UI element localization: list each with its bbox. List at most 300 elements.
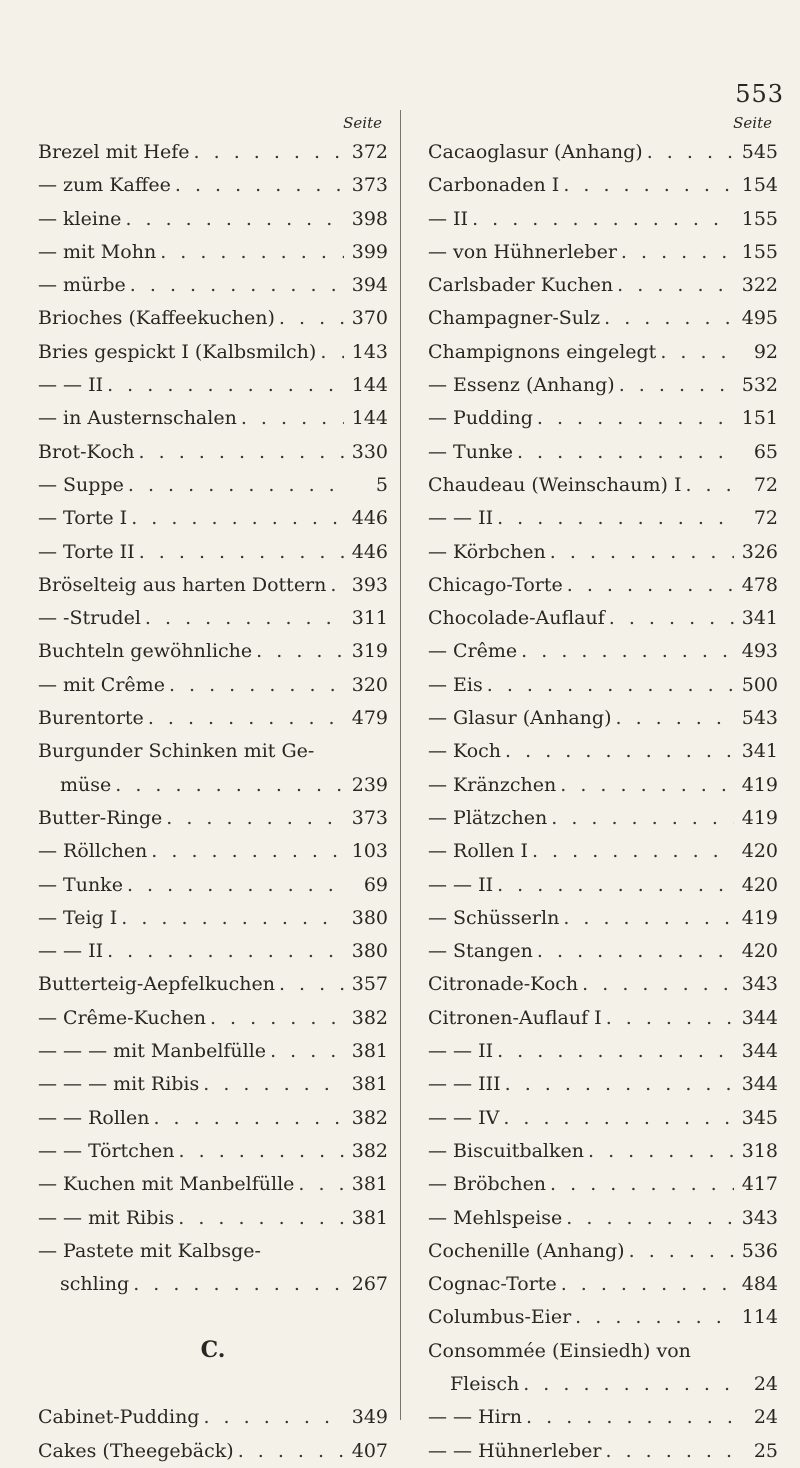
entry-page: 420	[741, 873, 778, 896]
index-entry-wrapped	[428, 1335, 778, 1402]
entry-page: 420	[741, 940, 778, 963]
index-entry	[428, 536, 778, 569]
entry-label: Champagner-Sulz	[428, 307, 601, 330]
index-entry	[38, 236, 388, 269]
index-entry	[38, 669, 388, 702]
index-entry	[38, 1068, 388, 1101]
entry-label-line1: Consommée (Einsiedh) von	[428, 1339, 691, 1362]
entry-page: 417	[741, 1173, 778, 1196]
index-entry	[38, 436, 388, 469]
dot-leader	[131, 502, 344, 535]
entry-page: 341	[741, 740, 778, 763]
entry-page: 493	[741, 640, 778, 663]
index-entry	[38, 1102, 388, 1135]
entry-label-line1: — Pastete mit Kalbsge-	[38, 1239, 261, 1262]
entry-label: — Teig I	[38, 906, 118, 929]
entry-label: Cakes (Theegebäck)	[38, 1439, 234, 1462]
entry-label: — — — mit Manbelfülle	[38, 1040, 267, 1063]
dot-leader	[629, 1235, 734, 1268]
entry-label: Cognac-Torte	[428, 1273, 557, 1296]
entry-page: 394	[351, 274, 388, 297]
index-entry	[38, 869, 388, 902]
entry-page: 446	[351, 540, 388, 563]
entry-label: — Torte I	[38, 507, 128, 530]
entry-label: — Crême	[428, 640, 518, 663]
index-entry	[38, 336, 388, 369]
dot-leader	[127, 869, 344, 902]
entry-label: — Tunke	[38, 873, 123, 896]
entry-page: 344	[741, 1006, 778, 1029]
dot-leader	[619, 369, 734, 402]
dot-leader	[115, 769, 344, 802]
entry-page: 349	[351, 1406, 388, 1429]
entry-label: — Pudding	[428, 407, 533, 430]
entry-label: Buchteln gewöhnliche	[38, 640, 253, 663]
entry-page: 151	[741, 407, 778, 430]
index-entry	[38, 902, 388, 935]
index-entry	[428, 902, 778, 935]
entry-page: 65	[753, 440, 778, 463]
index-entry	[428, 669, 778, 702]
dot-leader	[615, 702, 734, 735]
dot-leader	[153, 1102, 344, 1135]
column-header-seite: Seite	[343, 114, 382, 132]
entry-page: 536	[741, 1239, 778, 1262]
dot-leader	[175, 169, 344, 202]
index-group	[428, 1401, 778, 1468]
index-entry	[38, 635, 388, 668]
dot-leader	[551, 802, 734, 835]
entry-label: — Kuchen mit Manbelfülle	[38, 1173, 295, 1196]
column-header-seite: Seite	[733, 114, 772, 132]
entry-page: 5	[375, 473, 388, 496]
dot-leader	[532, 835, 734, 868]
entry-page: 373	[351, 174, 388, 197]
index-entry	[428, 1235, 778, 1268]
dot-leader	[298, 1168, 344, 1201]
dot-leader	[503, 1102, 734, 1135]
index-entry	[428, 802, 778, 835]
index-entry	[38, 1002, 388, 1035]
dot-leader	[497, 869, 734, 902]
entry-page: 381	[351, 1073, 388, 1096]
entry-label: Cochenille (Anhang)	[428, 1239, 625, 1262]
index-entry	[428, 502, 778, 535]
entry-page: 326	[741, 540, 778, 563]
entry-label: — II	[428, 207, 469, 230]
index-group	[38, 136, 388, 735]
dot-leader	[121, 902, 344, 935]
entry-label: — Schüsserln	[428, 906, 560, 929]
index-column-right	[428, 110, 778, 1468]
dot-leader	[320, 336, 344, 369]
entry-label: Carbonaden I	[428, 174, 560, 197]
index-entry	[428, 169, 778, 202]
dot-leader	[563, 902, 734, 935]
index-entry	[38, 935, 388, 968]
entry-label: — — IV	[428, 1106, 500, 1129]
dot-leader	[145, 602, 344, 635]
index-column-left	[38, 110, 388, 1468]
entry-label: müse	[60, 773, 112, 796]
dot-leader	[606, 1435, 735, 1468]
dot-leader	[537, 935, 734, 968]
entry-page: 382	[351, 1106, 388, 1129]
entry-label: — Koch	[428, 740, 502, 763]
index-entry	[38, 502, 388, 535]
dot-leader	[203, 1401, 344, 1434]
entry-page: 419	[741, 906, 778, 929]
entry-label: Citronade-Koch	[428, 973, 579, 996]
index-entry	[38, 536, 388, 569]
dot-leader	[133, 1268, 344, 1301]
entry-label: Butterteig-Aepfelkuchen	[38, 973, 275, 996]
index-entry	[428, 1002, 778, 1035]
entry-page: 144	[351, 407, 388, 430]
index-entry	[428, 835, 778, 868]
entry-page: 419	[741, 773, 778, 796]
entry-page: 25	[753, 1439, 778, 1462]
index-entry	[428, 569, 778, 602]
index-entry	[428, 436, 778, 469]
entry-label: Chicago-Torte	[428, 573, 563, 596]
entry-label: — — II	[428, 873, 494, 896]
index-entry	[38, 602, 388, 635]
entry-label: — — — mit Ribis	[38, 1073, 200, 1096]
entry-label: — zum Kaffee	[38, 174, 171, 197]
dot-leader	[563, 169, 734, 202]
entry-label: — — Rollen	[38, 1106, 150, 1129]
entry-page: 341	[741, 607, 778, 630]
index-entry	[428, 269, 778, 302]
entry-label: — Glasur (Anhang)	[428, 707, 612, 730]
dot-leader	[107, 369, 344, 402]
dot-leader	[497, 1035, 734, 1068]
entry-page: 155	[741, 240, 778, 263]
index-entry	[428, 1435, 778, 1468]
index-entry	[428, 1068, 778, 1101]
index-entry-wrapped	[38, 735, 388, 802]
dot-leader	[210, 1002, 344, 1035]
entry-label: Bröselteig aus harten Dottern	[38, 573, 327, 596]
dot-leader	[617, 269, 734, 302]
entry-page: 500	[741, 673, 778, 696]
dot-leader	[575, 1301, 734, 1334]
index-entry	[38, 269, 388, 302]
entry-label: Bries gespickt I (Kalbsmilch)	[38, 340, 317, 363]
index-entry	[38, 802, 388, 835]
entry-page: 322	[741, 274, 778, 297]
dot-leader	[561, 1268, 734, 1301]
dot-leader	[128, 469, 344, 502]
entry-page: 343	[741, 973, 778, 996]
entry-label: — Mehlspeise	[428, 1206, 563, 1229]
entry-page: 446	[351, 507, 388, 530]
entry-label: Cabinet-Pudding	[38, 1406, 200, 1429]
index-entry	[428, 602, 778, 635]
dot-leader	[660, 336, 734, 369]
dot-leader	[107, 935, 344, 968]
index-entry	[38, 1202, 388, 1235]
index-entry-wrapped	[38, 1235, 388, 1302]
index-entry	[428, 1035, 778, 1068]
entry-label: — Tunke	[428, 440, 513, 463]
entry-label: — Crême-Kuchen	[38, 1006, 206, 1029]
index-entry	[428, 236, 778, 269]
dot-leader	[537, 402, 734, 435]
index-entry	[38, 769, 388, 802]
entry-page: 345	[741, 1106, 778, 1129]
index-entry	[38, 169, 388, 202]
entry-label: Brot-Koch	[38, 440, 135, 463]
entry-label: — — III	[428, 1073, 501, 1096]
entry-label: — mürbe	[38, 274, 126, 297]
entry-label: — — Hühnerleber	[428, 1439, 602, 1462]
dot-leader	[203, 1068, 344, 1101]
dot-leader	[139, 536, 344, 569]
index-entry	[428, 735, 778, 768]
entry-page: 72	[753, 507, 778, 530]
entry-page: 343	[741, 1206, 778, 1229]
dot-leader	[270, 1035, 344, 1068]
index-entry	[428, 1135, 778, 1168]
dot-leader	[472, 203, 734, 236]
dot-leader	[609, 602, 734, 635]
dot-leader	[505, 1068, 734, 1101]
entry-page: 484	[741, 1273, 778, 1296]
entry-page: 330	[351, 440, 388, 463]
dot-leader	[166, 802, 344, 835]
dot-leader	[550, 536, 734, 569]
entry-page: 154	[741, 174, 778, 197]
index-group	[38, 1401, 388, 1468]
index-entry	[428, 702, 778, 735]
index-entry	[428, 769, 778, 802]
index-entry	[428, 402, 778, 435]
index-entry	[428, 369, 778, 402]
dot-leader	[130, 269, 344, 302]
index-entry	[38, 968, 388, 1001]
entry-page: 543	[741, 707, 778, 730]
entry-page: 478	[741, 573, 778, 596]
index-entry	[38, 702, 388, 735]
dot-leader	[330, 569, 344, 602]
dot-leader	[526, 1401, 734, 1434]
index-group	[38, 802, 388, 1235]
dot-leader	[550, 1168, 734, 1201]
entry-label: — -Strudel	[38, 607, 141, 630]
entry-page: 495	[741, 307, 778, 330]
dot-leader	[517, 436, 734, 469]
dot-leader	[560, 769, 734, 802]
entry-label: — — II	[428, 507, 494, 530]
dot-leader	[604, 302, 734, 335]
index-entry	[428, 1168, 778, 1201]
index-entry	[428, 869, 778, 902]
entry-label: — — II	[38, 374, 104, 397]
index-entry	[38, 1435, 388, 1468]
entry-label: — mit Mohn	[38, 240, 157, 263]
entry-page: 103	[351, 840, 388, 863]
index-group	[428, 136, 778, 1335]
entry-label: Champignons eingelegt	[428, 340, 657, 363]
index-entry	[38, 369, 388, 402]
dot-leader	[588, 1135, 734, 1168]
entry-page: 420	[741, 840, 778, 863]
entry-page: 239	[351, 773, 388, 796]
entry-label: — Torte II	[38, 540, 135, 563]
entry-page: 382	[351, 1139, 388, 1162]
index-entry	[38, 835, 388, 868]
entry-label: — — II	[38, 940, 104, 963]
entry-page: 155	[741, 207, 778, 230]
index-entry	[428, 1202, 778, 1235]
dot-leader	[256, 635, 344, 668]
index-entry	[428, 203, 778, 236]
entry-label: Chaudeau (Weinschaum) I	[428, 473, 682, 496]
entry-label: — in Austernschalen	[38, 407, 237, 430]
index-entry	[38, 1401, 388, 1434]
index-entry	[38, 136, 388, 169]
index-entry	[38, 1135, 388, 1168]
entry-page: 267	[351, 1273, 388, 1296]
entry-page: 399	[351, 240, 388, 263]
entry-page: 69	[363, 873, 388, 896]
entry-page: 382	[351, 1006, 388, 1029]
dot-leader	[487, 669, 734, 702]
dot-leader	[685, 469, 734, 502]
entry-label: Citronen-Auflauf I	[428, 1006, 602, 1029]
column-divider	[400, 110, 401, 1420]
index-entry	[428, 935, 778, 968]
entry-label: schling	[60, 1273, 130, 1296]
dot-leader	[169, 669, 344, 702]
entry-page: 398	[351, 207, 388, 230]
entry-page: 393	[351, 573, 388, 596]
entry-label: — Eis	[428, 673, 483, 696]
entry-page: 407	[351, 1439, 388, 1462]
dot-leader	[238, 1435, 344, 1468]
entry-page: 545	[741, 141, 778, 163]
dot-leader	[160, 236, 344, 269]
index-entry	[428, 469, 778, 502]
entry-page: 92	[753, 340, 778, 363]
index-entry	[428, 1368, 778, 1401]
dot-leader	[566, 1202, 734, 1235]
entry-page: 381	[351, 1173, 388, 1196]
index-entry	[428, 968, 778, 1001]
entry-label: — mit Crême	[38, 673, 165, 696]
entry-label: — kleine	[38, 207, 122, 230]
entry-page: 344	[741, 1040, 778, 1063]
entry-label: Cacaoglasur (Anhang)	[428, 141, 643, 163]
entry-page: 344	[741, 1073, 778, 1096]
entry-label: — Biscuitbalken	[428, 1139, 584, 1162]
dot-leader	[521, 635, 734, 668]
index-entry	[38, 1168, 388, 1201]
entry-page: 318	[741, 1139, 778, 1162]
entry-label: Butter-Ringe	[38, 806, 163, 829]
entry-label: — Kränzchen	[428, 773, 557, 796]
index-entry	[428, 136, 778, 169]
dot-leader	[178, 1202, 344, 1235]
dot-leader	[582, 968, 734, 1001]
dot-leader	[647, 136, 734, 169]
entry-label: — Stangen	[428, 940, 533, 963]
page-number: 553	[735, 80, 784, 108]
entry-page: 114	[741, 1306, 778, 1329]
entry-label: — Körbchen	[428, 540, 546, 563]
index-entry	[428, 635, 778, 668]
dot-leader	[621, 236, 734, 269]
entry-label: — — II	[428, 1040, 494, 1063]
entry-page: 311	[351, 607, 388, 630]
entry-label: Chocolade-Auflauf	[428, 607, 605, 630]
dot-leader	[241, 402, 344, 435]
entry-page: 380	[351, 940, 388, 963]
dot-leader	[279, 968, 344, 1001]
entry-page: 72	[753, 473, 778, 496]
entry-page: 24	[753, 1406, 778, 1429]
entry-label: — Röllchen	[38, 840, 148, 863]
entry-label: — von Hühnerleber	[428, 240, 617, 263]
entry-label: Brioches (Kaffeekuchen)	[38, 307, 275, 330]
entry-label: — Essenz (Anhang)	[428, 374, 615, 397]
entry-label: — Plätzchen	[428, 806, 548, 829]
index-entry	[38, 569, 388, 602]
index-entry	[428, 1268, 778, 1301]
index-entry	[428, 1401, 778, 1434]
index-entry	[428, 302, 778, 335]
index-entry	[38, 302, 388, 335]
entry-label: — — mit Ribis	[38, 1206, 175, 1229]
entry-page: 24	[753, 1372, 778, 1395]
section-letter: C.	[200, 1337, 226, 1364]
index-entry	[38, 402, 388, 435]
entry-label: — Bröbchen	[428, 1173, 547, 1196]
dot-leader	[125, 203, 344, 236]
dot-leader	[194, 136, 344, 169]
entry-label: — Suppe	[38, 473, 124, 496]
index-entry	[38, 203, 388, 236]
dot-leader	[139, 436, 344, 469]
dot-leader	[497, 502, 734, 535]
index-entry	[428, 336, 778, 369]
dot-leader	[279, 302, 344, 335]
entry-label: Carlsbader Kuchen	[428, 274, 614, 297]
entry-page: 370	[351, 307, 388, 330]
entry-page: 320	[351, 673, 388, 696]
entry-page: 373	[351, 806, 388, 829]
entry-label: — — Törtchen	[38, 1139, 175, 1162]
index-entry	[38, 1035, 388, 1068]
entry-label: Columbus-Eier	[428, 1306, 572, 1329]
dot-leader	[567, 569, 734, 602]
entry-page: 532	[741, 374, 778, 397]
entry-page: 380	[351, 906, 388, 929]
entry-label-line1: Burgunder Schinken mit Ge-	[38, 740, 315, 763]
dot-leader	[523, 1368, 734, 1401]
entry-label: Fleisch	[450, 1372, 520, 1395]
index-entry	[38, 1268, 388, 1301]
index-entry	[428, 1102, 778, 1135]
dot-leader	[179, 1135, 344, 1168]
entry-page: 144	[351, 374, 388, 397]
entry-page: 357	[351, 973, 388, 996]
entry-page: 381	[351, 1040, 388, 1063]
index-entry	[38, 469, 388, 502]
dot-leader	[148, 702, 344, 735]
